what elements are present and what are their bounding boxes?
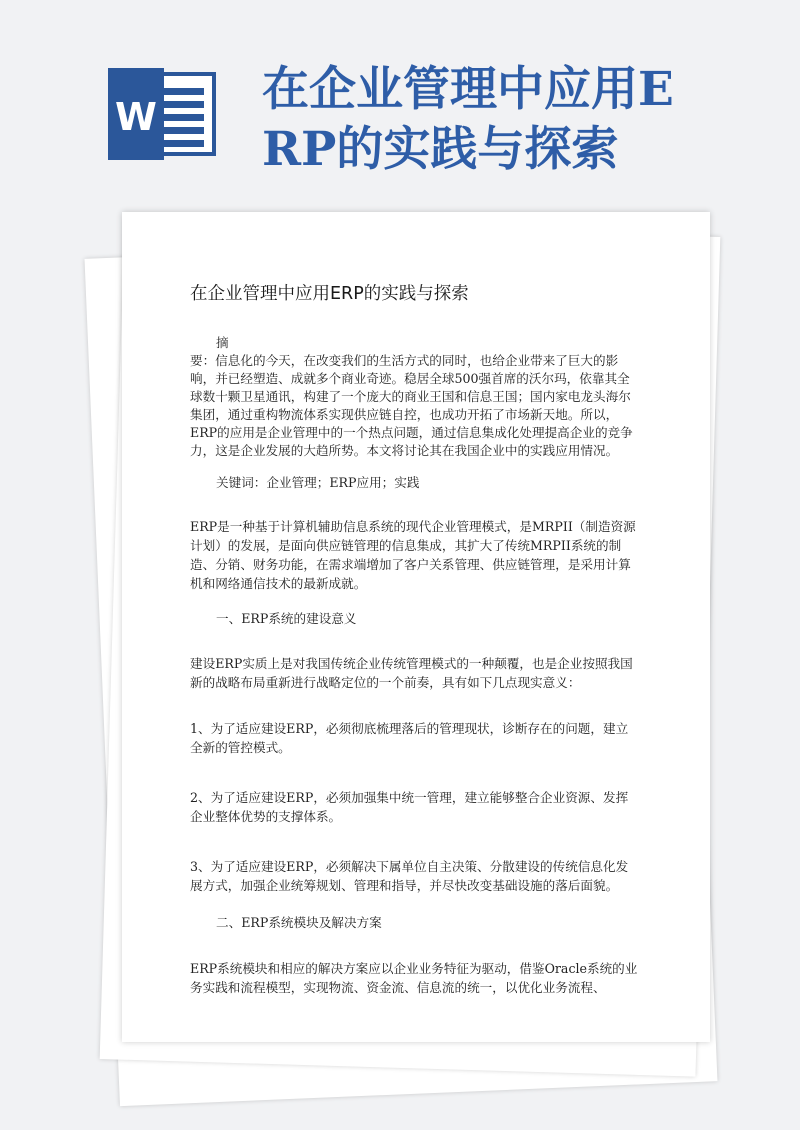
list-item-2: 2、为了适应建设ERP，必须加强集中统一管理，建立能够整合企业资源、发挥企业整体优势的支撑体系。 — [190, 790, 629, 824]
abstract — [190, 334, 640, 460]
section-heading-2: 二、ERP系统模块及解决方案 — [216, 915, 382, 930]
keywords: 关键词：企业管理；ERP应用；实践 — [216, 475, 420, 490]
banner — [0, 0, 800, 210]
list-item-3: 3、为了适应建设ERP，必须解决下属单位自主决策、分散建设的传统信息化发展方式，加强企业统筹规划、管理和指导，并尽快改变基础设施的落后面貌。 — [190, 859, 629, 893]
section-heading-1: 一、ERP系统的建设意义 — [216, 611, 357, 626]
section2-paragraph: ERP系统模块和相应的解决方案应以企业业务特征为驱动，借鉴Oracle系统的业务实践和流程模型，实现物流、资金流、信息流的统一，以优化业务流程、 — [190, 961, 638, 995]
word-icon — [108, 68, 220, 160]
document-content — [190, 280, 640, 997]
svg-text:W: W — [115, 95, 157, 139]
abstract-label: 摘 — [216, 335, 229, 350]
list-item-1: 1、为了适应建设ERP，必须彻底梳理落后的管理现状，诊断存在的问题，建立全新的管控模式。 — [190, 721, 629, 755]
section1-paragraph: 建设ERP实质上是对我国传统企业传统管理模式的一种颠覆，也是企业按照我国新的战略布局重新进行战略定位的一个前奏，具有如下几点现实意义： — [190, 656, 633, 690]
document-title: 在企业管理中应用ERP的实践与探索 — [190, 284, 469, 304]
abstract-text: 要：信息化的今天，在改变我们的生活方式的同时，也给企业带来了巨大的影响，并已经塑造、成就多个商业奇迹。稳居全球500强首席的沃尔玛，依靠其全球数十颗卫星通讯，构建了一个庞大的商业王国和信息王国；国内家电龙头海尔集团，通过重构物流体系实现供应链自控，也成功开拓了市场新天地。所以，ERP的应用是企业管理中的一个热点问题，通过信息集成化处理提高企业的竞争力，这是企业发展的大趋所势。本文将讨论其在我国企业中的实践应用情况。 — [190, 353, 633, 458]
intro-paragraph: ERP是一种基于计算机辅助信息系统的现代企业管理模式，是MRPII（制造资源计划）的发展，是面向供应链管理的信息集成，其扩大了传统MRPII系统的制造、分销、财务功能，在需求端增加了客户关系管理、供应链管理，是采用计算机和网络通信技术的最新成就。 — [190, 519, 636, 591]
banner-title: 在企业管理中应用ERP的实践与探索 — [262, 62, 674, 177]
